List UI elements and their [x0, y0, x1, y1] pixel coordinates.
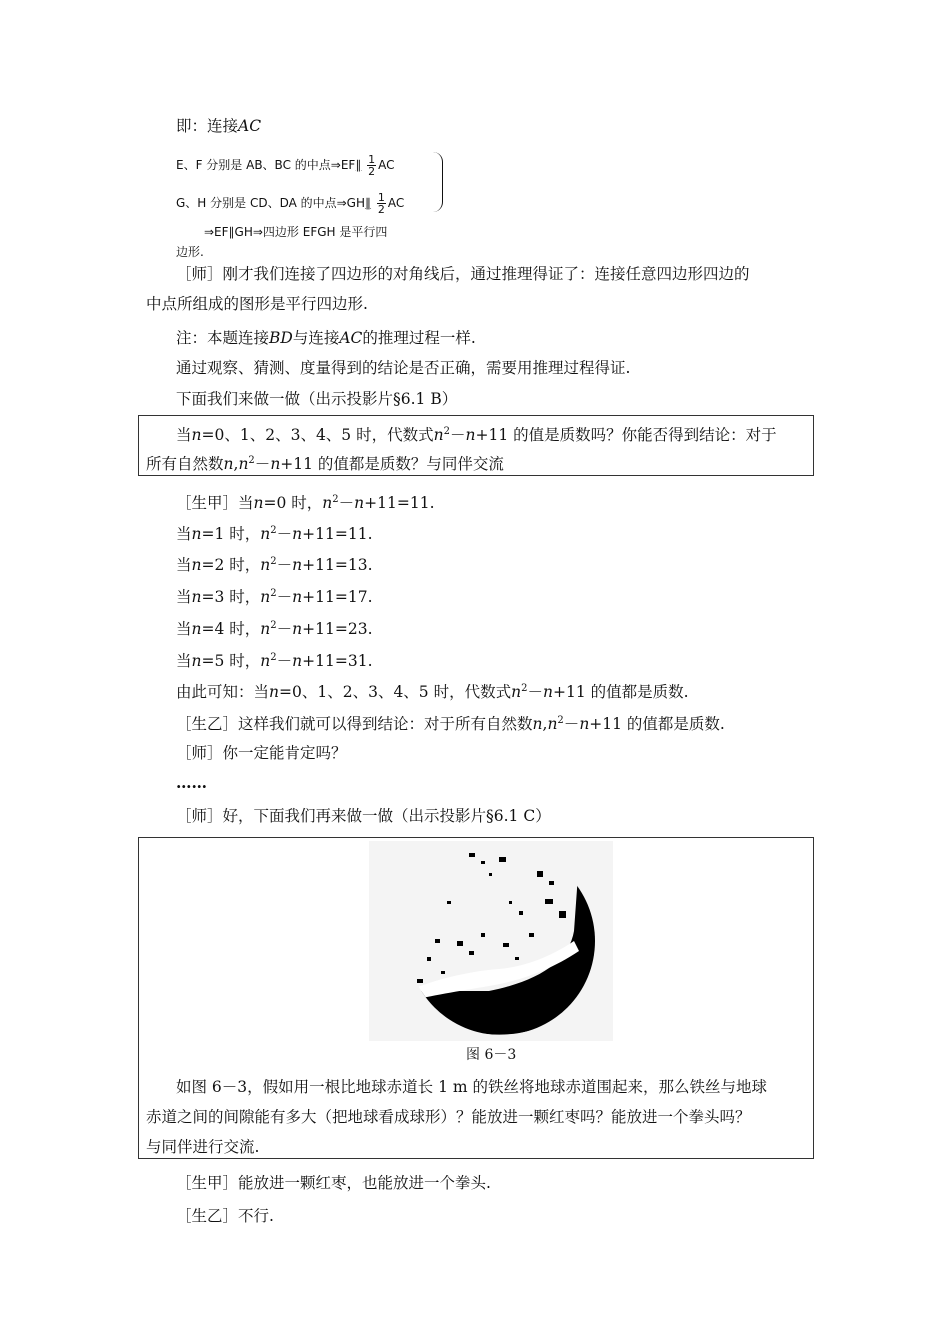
- ellipsis: ……: [176, 773, 207, 792]
- calc-line-0: [176, 490, 435, 513]
- note-text-c: 的推理过程一样.: [362, 329, 476, 347]
- calc-var: n: [292, 556, 303, 574]
- calc-var: n=: [253, 494, 277, 512]
- calc-prefix: 当: [176, 525, 192, 543]
- teacher-question: ［师］你一定能肯定吗？: [176, 744, 347, 762]
- sb-var: n: [579, 715, 590, 733]
- calc-var: n: [292, 588, 303, 606]
- calc-minus: －: [276, 525, 293, 543]
- calc-var: n=: [191, 588, 215, 606]
- frac-num: 1: [368, 153, 376, 166]
- calc-text: 1 时，: [214, 525, 261, 543]
- calc-var: n: [292, 525, 303, 543]
- calc-text: 5 时，: [214, 652, 261, 670]
- calc-line-1: [176, 521, 373, 544]
- calc-line-2: [176, 552, 373, 575]
- calc-result: +11=17.: [302, 588, 373, 606]
- calc-minus: －: [276, 620, 293, 638]
- observe-line: 通过观察、猜测、度量得到的结论是否正确，需要用推理过程得证.: [176, 359, 631, 377]
- calc-var: n: [260, 620, 271, 638]
- slide-c-line-2: 赤道之间的间隙能有多大（把地球看成球形）？能放进一颗红枣吗？能放进一个拳头吗？: [146, 1108, 751, 1126]
- calc-minus: －: [338, 494, 355, 512]
- b-var: n: [223, 455, 234, 473]
- parallel-equal-symbol: ∥: [365, 196, 372, 210]
- calc-line-4: [176, 616, 373, 639]
- deriv2-text: G、H 分别是 CD、DA 的中点⇒GH: [176, 196, 366, 210]
- calc-minus: －: [276, 652, 293, 670]
- conc-var: n: [511, 683, 522, 701]
- teacher-paragraph-1a: ［师］刚才我们连接了四边形的对角线后，通过推理得证了：连接任意四边形四边的: [176, 265, 750, 283]
- b-text: 0、1、2、3、4、5 时，代数式: [214, 426, 434, 444]
- note-line: [176, 328, 476, 348]
- frac-den: 2: [368, 165, 376, 178]
- derivation-line-1: [176, 154, 395, 177]
- frac-den: 2: [377, 203, 385, 216]
- calc-var: n: [260, 652, 271, 670]
- b-var: n: [270, 455, 281, 473]
- calc-var: n=: [191, 525, 215, 543]
- calc-var: n=: [191, 652, 215, 670]
- calc-prefix: 当: [176, 556, 192, 574]
- calc-var: n: [292, 652, 303, 670]
- conc-var: n: [542, 683, 553, 701]
- calc-exp: 2: [332, 494, 339, 505]
- intro-text: 即：连接: [176, 117, 239, 135]
- derivation-line-2: [176, 192, 404, 215]
- calc-minus: －: [276, 556, 293, 574]
- calc-line-5: [176, 648, 373, 671]
- deriv1-text: E、F 分别是 AB、BC 的中点⇒EF: [176, 158, 356, 172]
- sb-var: n: [547, 715, 558, 733]
- calc-prefix: 当: [176, 620, 192, 638]
- deriv2-tail: AC: [387, 196, 405, 210]
- calc-prefix: ［生甲］当: [176, 494, 254, 512]
- note-text-b: 与连接: [292, 329, 340, 347]
- b-var: n: [465, 426, 476, 444]
- slide-b-line-1: [176, 422, 777, 445]
- calc-exp: 2: [270, 588, 277, 599]
- sb-exp: 2: [557, 715, 564, 726]
- sb-comma: ,: [542, 715, 548, 733]
- calc-var: n: [322, 494, 333, 512]
- calc-line-3: [176, 584, 373, 607]
- calc-var: n: [354, 494, 365, 512]
- b-text: +11 的值都是质数？与同伴交流: [280, 455, 504, 473]
- earth-image: [369, 841, 613, 1041]
- conclusion-line: [176, 679, 689, 702]
- derivation-line-4: 边形.: [176, 245, 204, 259]
- conc-text: +11 的值都是质数.: [552, 683, 689, 701]
- note-bd: BD: [269, 329, 293, 347]
- calc-var: n=: [191, 556, 215, 574]
- calc-text: 2 时，: [214, 556, 261, 574]
- calc-var: n: [260, 588, 271, 606]
- slide-c-intro: ［师］好，下面我们再来做一做（出示投影片§6.1 C）: [176, 807, 551, 825]
- b-var: n=: [191, 426, 215, 444]
- figure-caption: 图 6－3: [466, 1047, 517, 1063]
- calc-var: n: [260, 525, 271, 543]
- deriv1-tail: AC: [378, 158, 395, 172]
- calc-result: +11=13.: [302, 556, 373, 574]
- slide-b-line-2: [146, 451, 504, 474]
- b-minus: －: [254, 455, 271, 473]
- student-b-line: [176, 711, 725, 734]
- earth-figure: [369, 841, 613, 1041]
- derivation-line-3: ⇒EF∥GH⇒四边形 EFGH 是平行四: [204, 225, 388, 239]
- conc-text: 0、1、2、3、4、5 时，代数式: [292, 683, 512, 701]
- calc-result: +11=11.: [302, 525, 373, 543]
- note-text-a: 注：本题连接: [176, 329, 270, 347]
- slide-c-line-1: 如图 6－3，假如用一根比地球赤道长 1 m 的铁丝将地球赤道围起来，那么铁丝与地球: [176, 1078, 767, 1096]
- calc-var: n=: [191, 620, 215, 638]
- student-a-response: ［生甲］能放进一颗红枣，也能放进一个拳头.: [176, 1174, 491, 1192]
- calc-text: 4 时，: [214, 620, 261, 638]
- calc-var: n: [292, 620, 303, 638]
- b-comma: ,: [233, 455, 239, 473]
- note-ac: AC: [339, 329, 363, 347]
- b-var: n: [238, 455, 249, 473]
- conc-text: 由此可知：当: [176, 683, 270, 701]
- calc-result: +11=11.: [364, 494, 435, 512]
- calc-minus: －: [276, 588, 293, 606]
- calc-exp: 2: [270, 652, 277, 663]
- conc-var: n=: [269, 683, 292, 701]
- calc-text: 3 时，: [214, 588, 261, 606]
- calc-exp: 2: [270, 620, 277, 631]
- conc-exp: 2: [521, 683, 528, 694]
- sb-var: n: [532, 715, 543, 733]
- intro-var: AC: [238, 117, 262, 135]
- b-text: +11 的值是质数吗？你能否得到结论：对于: [475, 426, 777, 444]
- b-minus: －: [449, 426, 466, 444]
- b-exp: 2: [248, 455, 255, 466]
- calc-var: n: [260, 556, 271, 574]
- sb-text: ［生乙］这样我们就可以得到结论：对于所有自然数: [176, 715, 533, 733]
- calc-prefix: 当: [176, 588, 192, 606]
- teacher-paragraph-1b: 中点所组成的图形是平行四边形.: [146, 295, 368, 313]
- parallel-equal-symbol: ∥: [355, 158, 362, 172]
- sb-text: +11 的值都是质数.: [589, 715, 725, 733]
- slide-c-line-3: 与同伴进行交流.: [146, 1138, 260, 1156]
- b-exp: 2: [443, 426, 450, 437]
- calc-result: +11=23.: [302, 620, 373, 638]
- sb-minus: －: [563, 715, 580, 733]
- fraction-half: [367, 154, 376, 177]
- conc-minus: －: [527, 683, 543, 701]
- b-var: n: [433, 426, 444, 444]
- calc-prefix: 当: [176, 652, 192, 670]
- calc-exp: 2: [270, 556, 277, 567]
- slide-b-intro: 下面我们来做一做（出示投影片§6.1 B）: [176, 390, 458, 408]
- intro-line: [176, 116, 261, 136]
- calc-exp: 2: [270, 525, 277, 536]
- student-b-response: ［生乙］不行.: [176, 1207, 274, 1225]
- right-brace: [432, 152, 443, 212]
- calc-text: 0 时，: [276, 494, 323, 512]
- b-text: 所有自然数: [146, 455, 224, 473]
- frac-num: 1: [377, 191, 385, 204]
- b-text: 当: [176, 426, 192, 444]
- fraction-half: [377, 192, 386, 215]
- calc-result: +11=31.: [302, 652, 373, 670]
